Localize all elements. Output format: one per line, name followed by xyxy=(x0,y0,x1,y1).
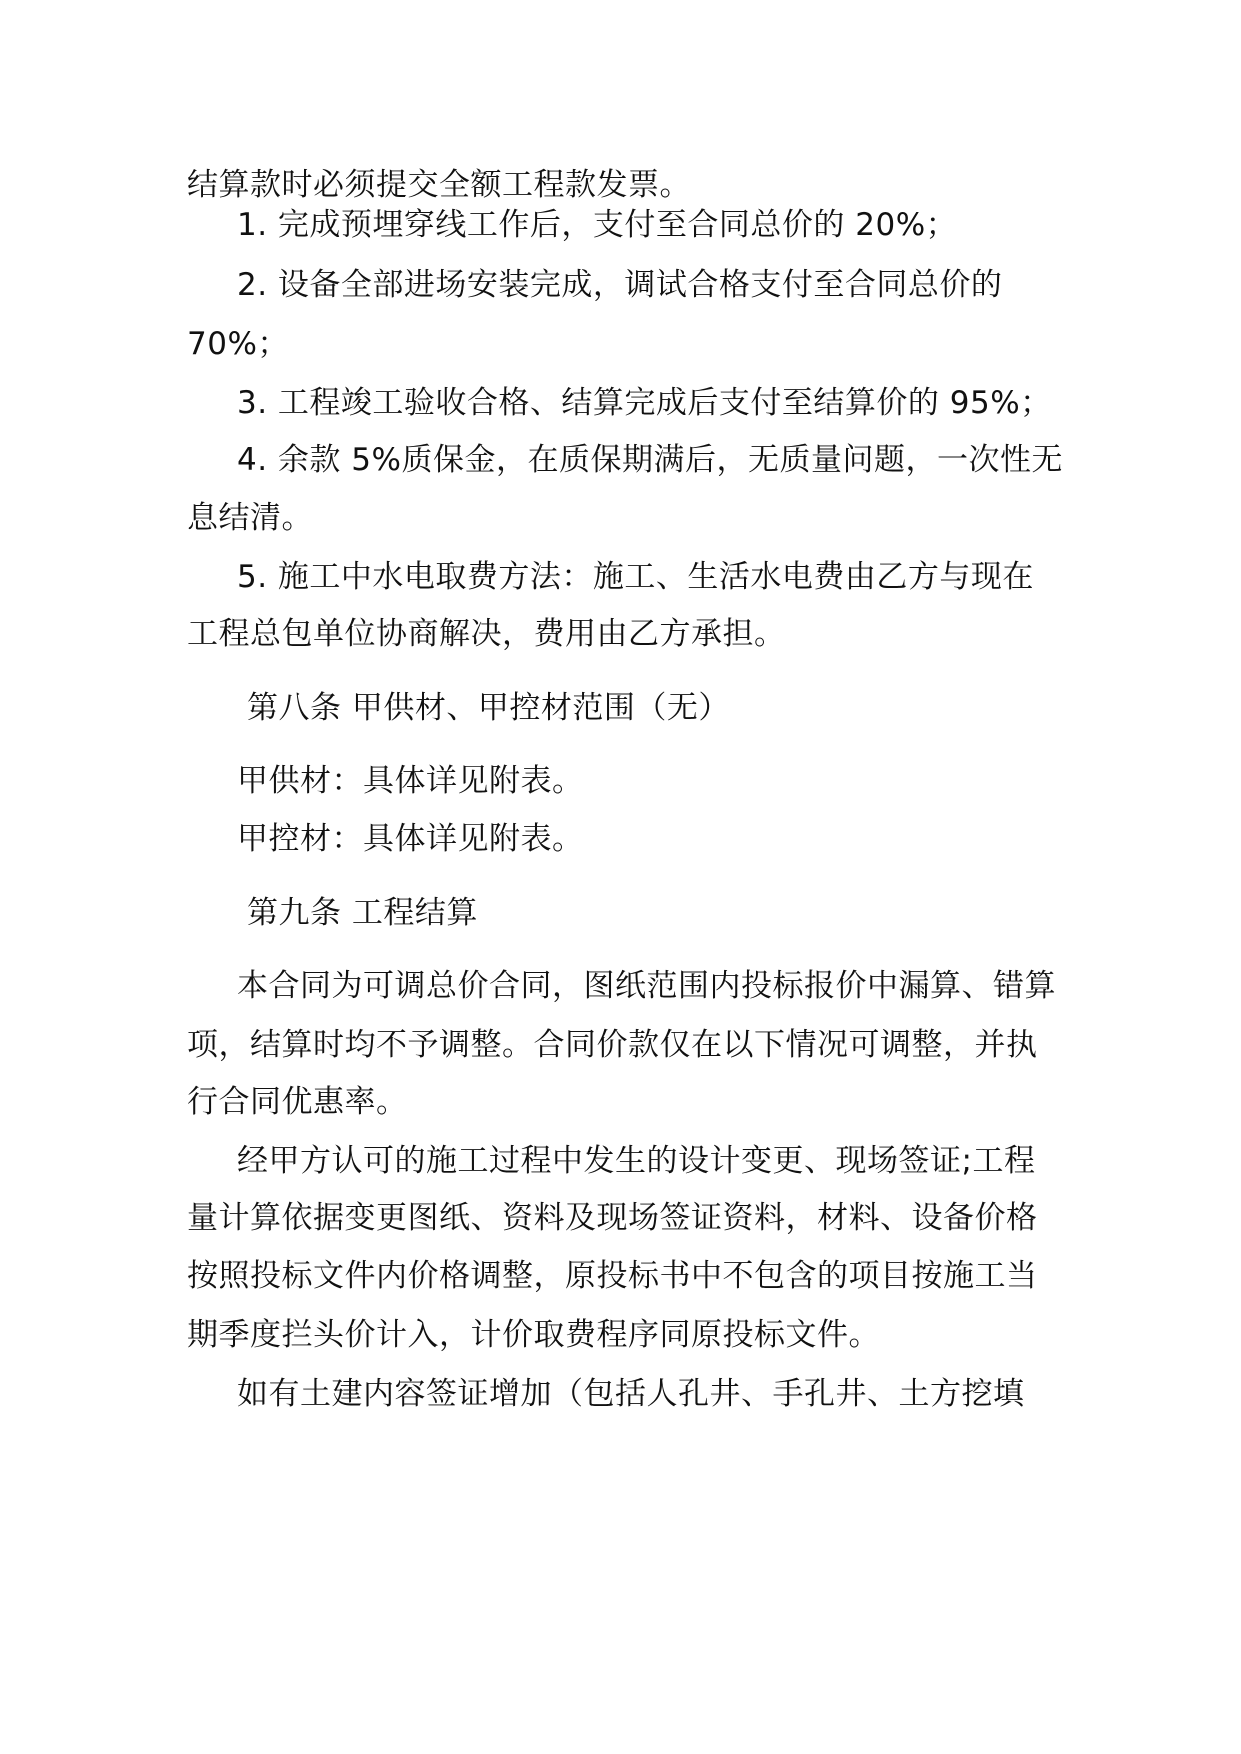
paragraph-line: 3. 工程竣工验收合格、结算完成后支付至结算价的 95%； xyxy=(237,385,1052,421)
paragraph-line: 按照投标文件内价格调整，原投标书中不包含的项目按施工当 xyxy=(187,1258,1038,1294)
section-heading: 第八条 甲供材、甲控材范围（无） xyxy=(247,690,730,726)
paragraph-line: 经甲方认可的施工过程中发生的设计变更、现场签证;工程 xyxy=(237,1143,1036,1179)
paragraph-line: 5. 施工中水电取费方法：施工、生活水电费由乙方与现在 xyxy=(237,559,1034,595)
paragraph-line: 项，结算时均不予调整。合同价款仅在以下情况可调整，并执 xyxy=(187,1027,1038,1063)
paragraph-line: 量计算依据变更图纸、资料及现场签证资料，材料、设备价格 xyxy=(187,1200,1038,1236)
paragraph-line: 4. 余款 5%质保金，在质保期满后，无质量问题，一次性无 xyxy=(237,442,1063,478)
paragraph-line: 工程总包单位协商解决，费用由乙方承担。 xyxy=(187,616,786,652)
paragraph-line: 期季度拦头价计入，计价取费程序同原投标文件。 xyxy=(187,1317,880,1353)
paragraph-line: 70%； xyxy=(187,326,289,362)
paragraph-line: 如有土建内容签证增加（包括人孔井、手孔井、土方挖填 xyxy=(237,1376,1025,1412)
paragraph-line: 结算款时必须提交全额工程款发票。 xyxy=(187,167,691,203)
section-heading: 第九条 工程结算 xyxy=(247,895,478,931)
paragraph-line: 本合同为可调总价合同，图纸范围内投标报价中漏算、错算 xyxy=(237,968,1056,1004)
paragraph-line: 甲供材：具体详见附表。 xyxy=(237,763,584,799)
paragraph-line: 2. 设备全部进场安装完成，调试合格支付至合同总价的 xyxy=(237,267,1003,303)
paragraph-line: 1. 完成预埋穿线工作后，支付至合同总价的 20%； xyxy=(237,207,958,243)
paragraph-line: 甲控材：具体详见附表。 xyxy=(237,821,584,857)
paragraph-line: 息结清。 xyxy=(187,500,313,536)
paragraph-line: 行合同优惠率。 xyxy=(187,1084,408,1120)
